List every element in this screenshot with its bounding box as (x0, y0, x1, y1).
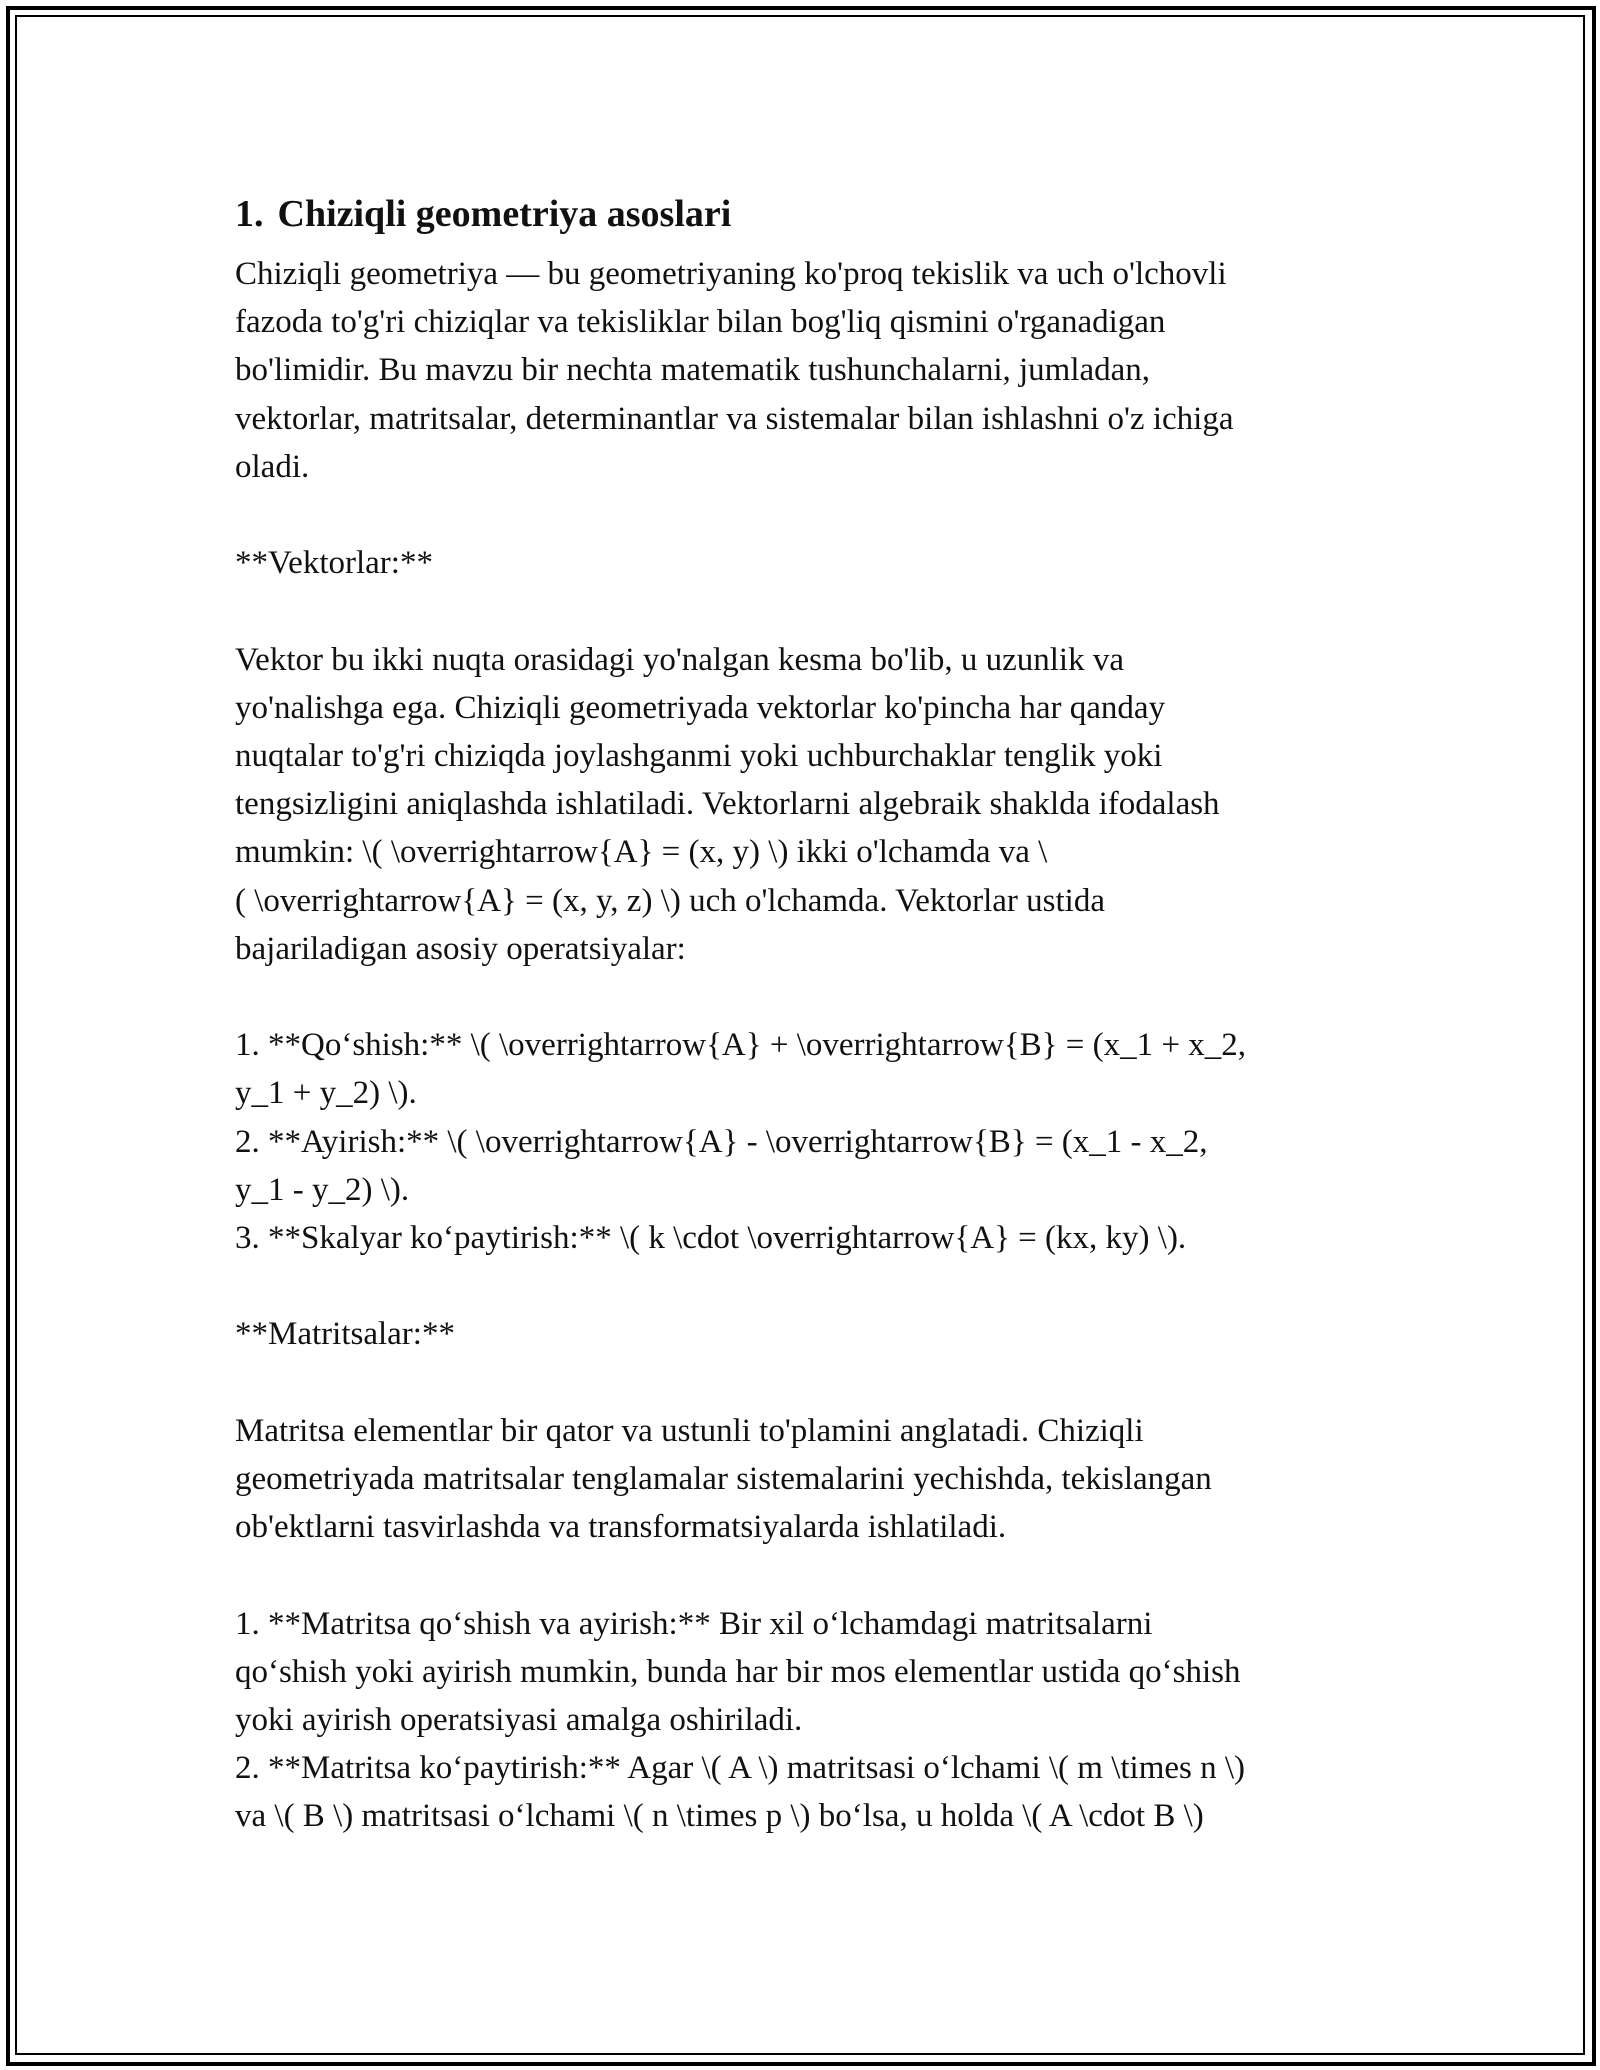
vector-operation-line: y_1 - y_2) \). (235, 1171, 410, 1208)
matrix-operation-line: va \( B \) matritsasi o‘lchami \( n \times p \) bo‘lsa, u holda \( A \cdot B \) (235, 1798, 1204, 1835)
matrix-operation-line: 2. **Matritsa ko‘paytirish:** Agar \( A \) matritsasi o‘lchami \( m \times n \) (235, 1750, 1246, 1787)
vectors-line: nuqtalar to'g'ri chiziqda joylashganmi yoki uchburchaklar tenglik yoki (235, 738, 1163, 774)
vector-operation-line: 3. **Skalyar ko‘paytirish:** \( k \cdot \overrightarrow{A} = (kx, ky) \). (235, 1220, 1187, 1257)
matrix-operation-line: yoki ayirish operatsiyasi amalga oshiriladi. (235, 1702, 803, 1738)
matrix-operations-list (235, 1600, 1375, 1841)
vectors-title-text: **Vektorlar:** (235, 545, 433, 582)
intro-line: vektorlar, matritsalar, determinantlar va sistemalar bilan ishlashni o'z ichiga (235, 400, 1234, 437)
vectors-title (235, 539, 1375, 587)
matrices-line: geometriyada matritsalar tenglamalar sistemalarini yechishda, tekislangan (235, 1461, 1212, 1497)
section-number: 1. (235, 193, 264, 235)
intro-line: oladi. (235, 448, 310, 485)
intro-line: fazoda to'g'ri chiziqlar va tekisliklar bilan bog'liq qismini o'rganadigan (235, 304, 1166, 341)
section-title: Chiziqli geometriya asoslari (277, 193, 732, 235)
matrices-line: ob'ektlarni tasvirlashda va transformatsiyalarda ishlatiladi. (235, 1509, 1007, 1546)
matrix-operation-line: 1. **Matritsa qo‘shish va ayirish:** Bir xil o‘lchamdagi matritsalarni (235, 1605, 1153, 1642)
section-heading (235, 186, 1375, 242)
vectors-line: bajariladigan asosiy operatsiyalar: (235, 930, 686, 967)
intro-paragraph (235, 250, 1375, 491)
vectors-line: yo'nalishga ega. Chiziqli geometriyada vektorlar ko'pincha har qanday (235, 689, 1166, 726)
vectors-line: ( \overrightarrow{A} = (x, y, z) \) uch o'lchamda. Vektorlar ustida (235, 882, 1105, 919)
vectors-paragraph (235, 636, 1375, 973)
matrices-title (235, 1310, 1375, 1358)
vectors-line: mumkin: \( \overrightarrow{A} = (x, y) \) ikki o'lchamda va \ (235, 834, 1048, 871)
matrices-title-text: **Matritsalar:** (235, 1316, 455, 1353)
matrices-paragraph (235, 1407, 1375, 1552)
vector-operation-line: 1. **Qo‘shish:** \( \overrightarrow{A} + \overrightarrow{B} = (x_1 + x_2, (235, 1027, 1246, 1064)
document-body (235, 186, 1375, 1841)
vector-operations-list (235, 1021, 1375, 1262)
intro-line: bo'limidir. Bu mavzu bir nechta matematik tushunchalarni, jumladan, (235, 352, 1151, 389)
matrix-operation-line: qo‘shish yoki ayirish mumkin, bunda har bir mos elementlar ustida qo‘shish (235, 1653, 1241, 1690)
matrices-line: Matritsa elementlar bir qator va ustunli to'plamini anglatadi. Chiziqli (235, 1412, 1144, 1449)
intro-line: Chiziqli geometriya — bu geometriyaning ko'proq tekislik va uch o'lchovli (235, 256, 1227, 292)
vector-operation-line: y_1 + y_2) \). (235, 1075, 417, 1112)
vectors-line: Vektor bu ikki nuqta orasidagi yo'nalgan kesma bo'lib, u uzunlik va (235, 641, 1124, 678)
vectors-line: tengsizligini aniqlashda ishlatiladi. Vektorlarni algebraik shaklda ifodalash (235, 786, 1220, 823)
vector-operation-line: 2. **Ayirish:** \( \overrightarrow{A} - \overrightarrow{B} = (x_1 - x_2, (235, 1123, 1208, 1160)
